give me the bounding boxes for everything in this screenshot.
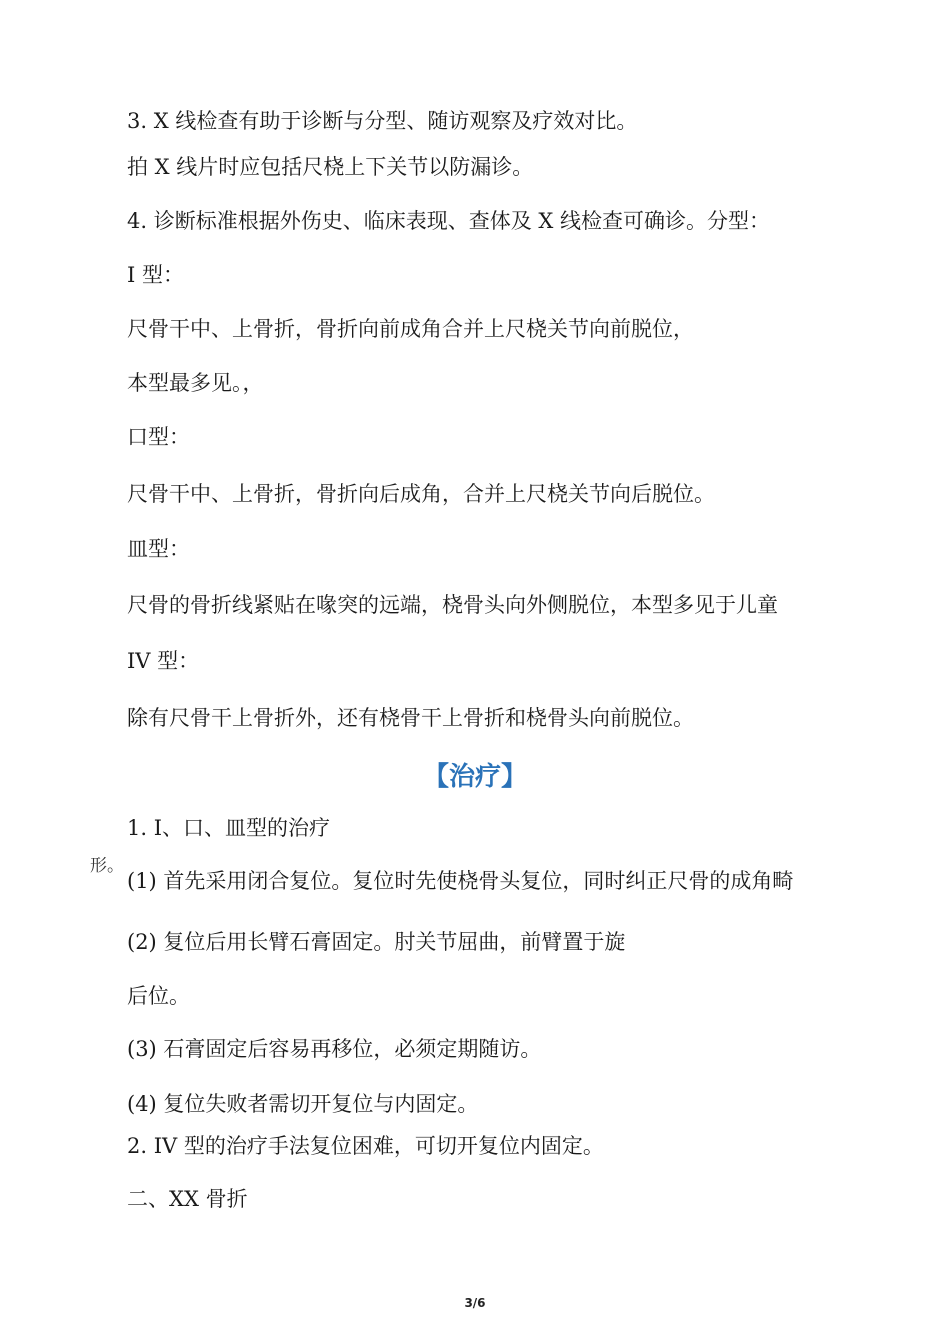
section-heading: 【治疗】 — [422, 762, 527, 792]
section-subheading: 二、XX 骨折 — [127, 1187, 248, 1211]
text-line: (2) 复位后用长臂石膏固定。肘关节屈曲，前臂置于旋 — [127, 930, 626, 954]
page-number: 3/6 — [464, 1296, 486, 1310]
text-line: 拍 X 线片时应包括尺桡上下关节以防漏诊。 — [127, 155, 534, 179]
text-line: 尺骨的骨折线紧贴在喙突的远端，桡骨头向外侧脱位，本型多见于儿童 — [127, 593, 778, 617]
text-line: (4) 复位失败者需切开复位与内固定。 — [127, 1092, 479, 1116]
text-line: 尺骨干中、上骨折，骨折向前成角合并上尺桡关节向前脱位， — [127, 317, 694, 341]
text-line: (3) 石膏固定后容易再移位，必须定期随访。 — [127, 1037, 542, 1061]
type-label: I 型： — [127, 263, 184, 287]
text-line: 尺骨干中、上骨折，骨折向后成角，合并上尺桡关节向后脱位。 — [127, 482, 715, 506]
type-label: 皿型： — [127, 537, 190, 561]
text-line: 后位。 — [127, 984, 190, 1008]
text-line: (1) 首先采用闭合复位。复位时先使桡骨头复位，同时纠正尺骨的成角畸 — [127, 869, 794, 893]
type-label: 口型： — [127, 425, 190, 449]
text-line: 3. X 线检查有助于诊断与分型、随访观察及疗效对比。 — [127, 109, 638, 133]
text-line: 4. 诊断标准根据外伤史、临床表现、查体及 X 线检查可确诊。分型： — [127, 209, 771, 233]
text-line: 除有尺骨干上骨折外，还有桡骨干上骨折和桡骨头向前脱位。 — [127, 706, 694, 730]
text-line: 1. I、口、皿型的治疗 — [127, 816, 331, 840]
text-line: 本型最多见。， — [127, 371, 264, 395]
margin-note: 形。 — [90, 856, 124, 876]
type-label: IV 型： — [127, 649, 200, 673]
text-line: 2. IV 型的治疗手法复位困难，可切开复位内固定。 — [127, 1134, 604, 1158]
